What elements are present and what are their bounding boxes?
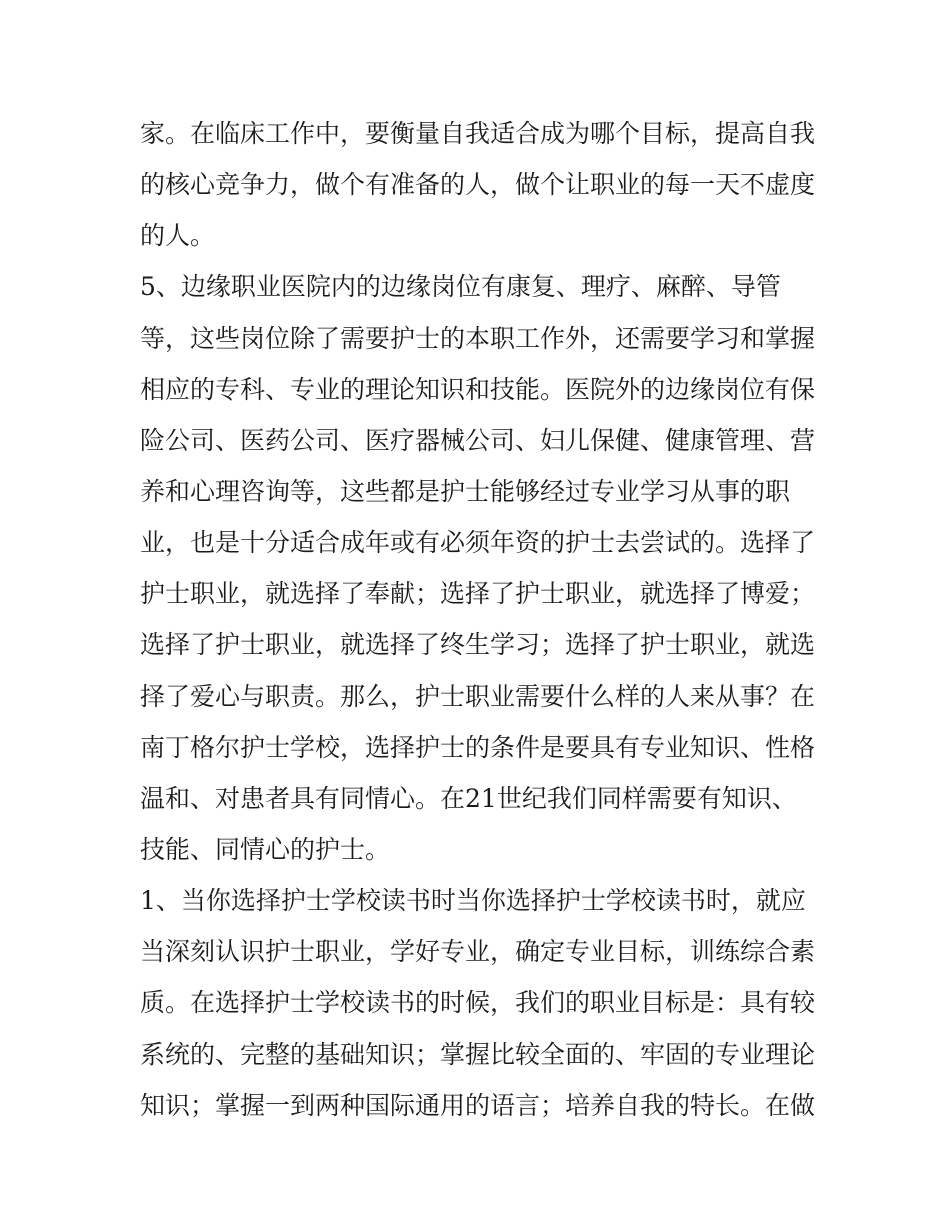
text-line: 系统的、完整的基础知识；掌握比较全面的、牢固的专业理论 xyxy=(140,1039,816,1069)
text-line: 业，也是十分适合成年或有必须年资的护士去尝试的。选择了 xyxy=(140,528,816,558)
text-line: 等，这些岗位除了需要护士的本职工作外，还需要学习和掌握 xyxy=(140,323,816,353)
text-line: 南丁格尔护士学校，选择护士的条件是要具有专业知识、性格 xyxy=(140,732,816,762)
text-line: 养和心理咨询等，这些都是护士能够经过专业学习从事的职 xyxy=(140,476,791,506)
text-line: 家。在临床工作中，要衡量自我适合成为哪个目标，提高自我 xyxy=(140,119,816,148)
text-line: 当深刻认识护士职业，学好专业，确定专业目标，训练综合素 xyxy=(140,937,816,967)
text-line: 择了爱心与职责。那么，护士职业需要什么样的人来从事？在 xyxy=(140,681,816,711)
text-line: 选择了护士职业，就选择了终生学习；选择了护士职业，就选 xyxy=(140,630,816,660)
text-line: 1、当你选择护士学校读书时当你选择护士学校读书时，就应 xyxy=(140,886,806,916)
text-line: 知识；掌握一到两种国际通用的语言；培养自我的特长。在做 xyxy=(140,1090,816,1120)
text-line: 险公司、医药公司、医疗器械公司、妇儿保健、健康管理、营 xyxy=(140,425,816,455)
text-line: 温和、对患者具有同情心。在21世纪我们同样需要有知识、 xyxy=(140,783,797,813)
text-line: 5、边缘职业医院内的边缘岗位有康复、理疗、麻醉、导管 xyxy=(140,272,781,302)
text-line: 质。在选择护士学校读书的时候，我们的职业目标是：具有较 xyxy=(140,988,816,1018)
text-line: 技能、同情心的护士。 xyxy=(140,834,391,864)
body-text xyxy=(140,108,815,1131)
text-line: 相应的专科、专业的理论知识和技能。医院外的边缘岗位有保 xyxy=(140,374,816,404)
text-line: 的核心竞争力，做个有准备的人，做个让职业的每一天不虚度 xyxy=(140,170,816,200)
text-line: 护士职业，就选择了奉献；选择了护士职业，就选择了博爱； xyxy=(140,579,816,609)
text-line: 的人。 xyxy=(140,221,216,251)
